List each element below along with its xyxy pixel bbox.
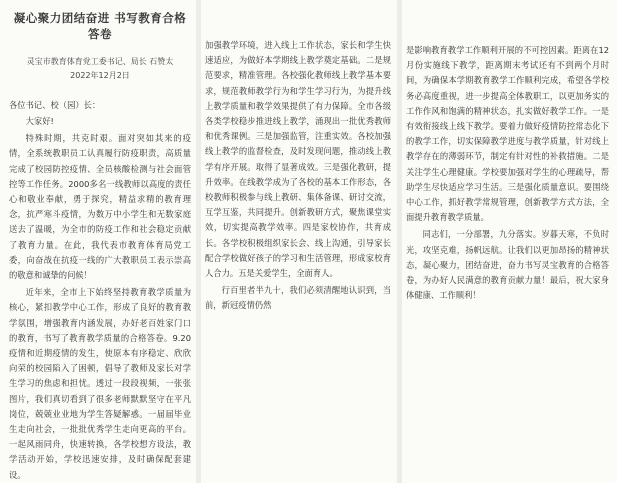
document-page-1 [0, 0, 196, 483]
document-date: 2022年12月2日 [70, 71, 130, 80]
document-title: 凝心聚力团结奋进 书写教育合格答卷 [13, 11, 187, 41]
paragraph: 是影响教育教学工作顺利开展的不可控因素。距离在12月份实施线下教学，距离期末考试还有不到两个月时间，为确保本学期教育教学工作顺利完成，希望各学校务必高度重视，进一步提高全体教职工，以更加务实的工作作风和饱满的精神状态，扎实做好教学工作。一是有效衔接线上线下教学。要着力做好疫情防控常态化下的教学工作，切实保障教学进度与教学质量，针对线上教学存在的薄弱环节，制定有针对性的补救措施。二是关注学生心理健康。学校要加强对学生的心理疏导，帮助学生尽快适应学习生活。三是强化质量意识。要围绕中心工作，抓好教学常规管理，创新教学方式方法，全面提升教育教学质量。 [406, 45, 609, 223]
paragraph: 同志们，一分部署，九分落实。岁暮天寒，不负时光，攻坚克难，扬帆远航。让我们以更加昂扬的精神状态，凝心聚力，团结奋进，奋力书写灵宝教育的合格答卷，为办好人民满意的教育贡献力量！最后，祝大家身体健康、工作顺利！ [406, 229, 609, 301]
paragraph: 加强教学环境，进入线上工作状态，家长和学生快速适应，为做好本学期线上教学奠定基础。二是规范要求，精准管理。各校强化教师线上教学基本要求，规范教师教学行为和学生学习行为，为提升线上教学质量和教学效果提供了有力保障。全市各级各类学校稳步推进线上教学，涌现出一批优秀教师和优秀课例。三是加强监管，注重实效。各校加强线上教学的监督检查，及时发现问题，推动线上教学有序开展。取得了显著成效。三是强化教研，提升效率。在线教学成为了各校的基本工作形态，各校教师积极参与线上教研、集体备课、研讨交流，互学互鉴，共同提升。创新教研方式，聚焦课堂实效，切实提高教学效率。四是家校协作，共育成长。各学校积极组织家长会、线上沟通，引导家长配合学校做好孩子的学习和生活管理，形成家校育人合力。五是关爱学生，全面育人。 [205, 40, 391, 279]
salutation: 各位书记、校（园）长： [9, 100, 101, 110]
paragraph: 近年来，全市上下始终坚持教育教学质量为核心，紧扣教学中心工作，形成了良好的教育教学氛围，增强教育内涵发展，办好老百姓家门口的教育，书写了教育教学质量的合格答卷。9.20疫情和近期疫情的发生，使原本有序稳定、欣欣向荣的校园陷入了困顿，倡导了教师及家长对学生学习的焦虑和担忧。透过一段段视频，一张张图片，我们真切看到了很多老师默默坚守在平凡岗位，兢兢业业地为学生答疑解惑。一届届毕业生走向社会，一批批优秀学生走向更高的平台。一起风雨同舟，快速转换，各学校想方设法，教学活动开始，学校迅速安排，及时确保配套建设。 [9, 287, 191, 480]
author-byline: 灵宝市教育体育党工委书记、局长 石赞太 [26, 57, 174, 66]
greeting: 大家好! [25, 116, 54, 126]
document-page-2 [201, 0, 397, 483]
document-page-3 [402, 0, 617, 483]
paragraph: 行百里者半九十，我们必须清醒地认识到，当前，新冠疫情仍然 [205, 285, 391, 311]
paragraph: 特殊时期，共克时艰。面对突如其来的疫情，全系统教职员工认真履行防疫职责，高质量完成了校园防控疫情、全员核酸检测与社会面管控等工作任务。2000多名一线教师以高度的责任心和敬业奉献，勇于探究，精益求精的教育理念，抗严寒斗疫情，为数万中小学生和无数家庭送去了温暖，为全市的防疫工作和社会稳定贡献了教育力量。在此，我代表市教育体育局党工委，向奋战在抗疫一线的广大教职员工表示崇高的敬意和诚挚的问候！ [9, 133, 191, 281]
